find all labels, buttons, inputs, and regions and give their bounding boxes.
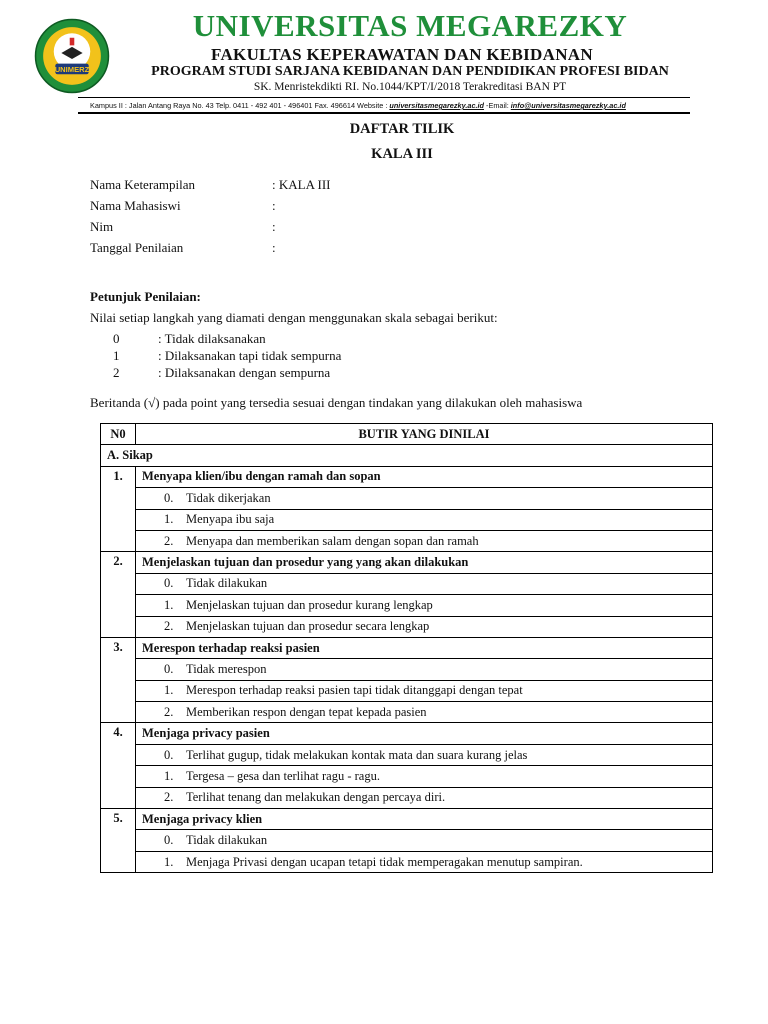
option-number: 2.	[164, 533, 174, 548]
option-text: Menjelaskan tujuan dan prosedur kurang lengkap	[186, 597, 433, 612]
checkmark-note: Beritanda (√) pada point yang tersedia sesuai dengan tindakan yang dilakukan oleh mahasiswa	[90, 395, 583, 410]
table-row	[101, 552, 713, 573]
option-row	[101, 488, 713, 509]
field-label: Nim	[90, 219, 114, 234]
field-label: Nama Mahasiswi	[90, 198, 181, 213]
item-number: 5.	[101, 809, 136, 873]
option-text: Menyapa dan memberikan salam dengan sopan dan ramah	[186, 533, 479, 548]
option-row	[101, 680, 713, 701]
section-title: A. Sikap	[101, 445, 713, 466]
option-number: 0.	[164, 661, 174, 676]
logo-text: UNIMERZ	[54, 64, 90, 74]
field-value: :	[272, 198, 276, 213]
document-title: DAFTAR TILIK	[349, 121, 455, 137]
scale-description: : Dilaksanakan dengan sempurna	[158, 365, 331, 380]
option-cell[interactable]	[136, 680, 713, 701]
option-number: 1.	[164, 854, 174, 869]
address-text: Kampus II : Jalan Antang Raya No. 43 Telp. 0411 - 492 401 - 496401 Fax. 496614 Website :	[90, 101, 390, 110]
option-number: 0.	[164, 576, 174, 591]
option-cell[interactable]	[136, 573, 713, 594]
option-cell[interactable]	[136, 702, 713, 723]
option-text: Memberikan respon dengan tepat kepada pasien	[186, 704, 427, 719]
option-text: Tidak dikerjakan	[186, 490, 271, 505]
option-number: 1.	[164, 597, 174, 612]
scale-number: 1	[113, 348, 120, 363]
option-row	[101, 830, 713, 851]
item-number: 1.	[101, 466, 136, 552]
option-text: Tidak dilakukan	[186, 833, 268, 848]
option-text: Menjelaskan tujuan dan prosedur secara lengkap	[186, 619, 430, 634]
option-cell[interactable]	[136, 744, 713, 765]
option-row	[101, 573, 713, 594]
document-subtitle: KALA III	[371, 146, 433, 162]
table-row	[101, 809, 713, 830]
criterion-title: Merespon terhadap reaksi pasien	[136, 637, 713, 658]
option-text: Tergesa – gesa dan terlihat ragu - ragu.	[186, 768, 380, 783]
option-cell[interactable]	[136, 787, 713, 808]
scale-description: : Dilaksanakan tapi tidak sempurna	[158, 348, 342, 363]
option-cell[interactable]	[136, 830, 713, 851]
option-text: Tidak merespon	[186, 661, 267, 676]
option-number: 1.	[164, 512, 174, 527]
address-line	[90, 101, 626, 110]
header-rule-top	[78, 97, 690, 98]
option-number: 1.	[164, 683, 174, 698]
option-number: 0.	[164, 833, 174, 848]
scale-description: : Tidak dilaksanakan	[158, 331, 266, 346]
option-number: 0.	[164, 747, 174, 762]
option-cell[interactable]	[136, 659, 713, 680]
option-number: 1.	[164, 768, 174, 783]
option-row	[101, 744, 713, 765]
header-rule-bottom	[78, 112, 690, 114]
scale-number: 0	[113, 331, 120, 346]
option-text: Terlihat tenang dan melakukan dengan percaya diri.	[186, 790, 446, 805]
option-number: 2.	[164, 790, 174, 805]
university-name: UNIVERSITAS MEGAREZKY	[192, 8, 628, 43]
instructions-heading: Petunjuk Penilaian:	[90, 289, 201, 304]
option-cell[interactable]	[136, 595, 713, 616]
table-row	[101, 466, 713, 487]
option-number: 2.	[164, 619, 174, 634]
table-row	[101, 637, 713, 658]
item-number: 4.	[101, 723, 136, 809]
option-text: Terlihat gugup, tidak melakukan kontak mata dan suara kurang jelas	[186, 747, 528, 762]
table-row	[101, 723, 713, 744]
checklist-table	[100, 423, 713, 873]
option-cell[interactable]	[136, 616, 713, 637]
option-row	[101, 787, 713, 808]
criterion-title: Menyapa klien/ibu dengan ramah dan sopan	[136, 466, 713, 487]
faculty-name: FAKULTAS KEPERAWATAN DAN KEBIDANAN	[211, 45, 593, 64]
column-header-no: N0	[101, 424, 136, 445]
option-cell[interactable]	[136, 488, 713, 509]
option-text: Menjaga Privasi dengan ucapan tetapi tidak memperagakan menutup sampiran.	[186, 854, 583, 869]
program-name: PROGRAM STUDI SARJANA KEBIDANAN DAN PENDIDIKAN PROFESI BIDAN	[151, 64, 669, 79]
column-header-item: BUTIR YANG DINILAI	[136, 424, 713, 445]
email-link[interactable]: info@universitasmegarezky.ac.id	[510, 101, 626, 110]
option-row	[101, 766, 713, 787]
option-row	[101, 851, 713, 872]
section-row	[101, 445, 713, 466]
option-cell[interactable]	[136, 509, 713, 530]
field-label: Tanggal Penilaian	[90, 240, 184, 255]
option-text: Menyapa ibu saja	[186, 512, 275, 527]
criterion-title: Menjelaskan tujuan dan prosedur yang yang akan dilakukan	[136, 552, 713, 573]
item-number: 3.	[101, 637, 136, 723]
option-number: 2.	[164, 704, 174, 719]
option-cell[interactable]	[136, 851, 713, 872]
item-number: 2.	[101, 552, 136, 638]
option-row	[101, 702, 713, 723]
field-value: :	[272, 219, 276, 234]
field-value: : KALA III	[272, 177, 331, 192]
field-label: Nama Keterampilan	[90, 177, 196, 192]
option-row	[101, 595, 713, 616]
option-row	[101, 659, 713, 680]
scale-number: 2	[113, 365, 120, 380]
option-cell[interactable]	[136, 530, 713, 551]
option-text: Merespon terhadap reaksi pasien tapi tidak ditanggapi dengan tepat	[186, 683, 523, 698]
decree-line: SK. Menristekdikti RI. No.1044/KPT/I/2018 Terakreditasi BAN PT	[253, 81, 567, 93]
option-row	[101, 509, 713, 530]
option-row	[101, 530, 713, 551]
criterion-title: Menjaga privacy klien	[136, 809, 713, 830]
email-label: -Email:	[484, 101, 511, 110]
website-link[interactable]: universitasmegarezky.ac.id	[389, 101, 485, 110]
field-value: :	[272, 240, 276, 255]
table-header-row	[101, 424, 713, 445]
option-text: Tidak dilakukan	[186, 576, 268, 591]
criterion-title: Menjaga privacy pasien	[136, 723, 713, 744]
option-row	[101, 616, 713, 637]
option-number: 0.	[164, 490, 174, 505]
option-cell[interactable]	[136, 766, 713, 787]
instructions-text: Nilai setiap langkah yang diamati dengan menggunakan skala sebagai berikut:	[90, 310, 498, 325]
